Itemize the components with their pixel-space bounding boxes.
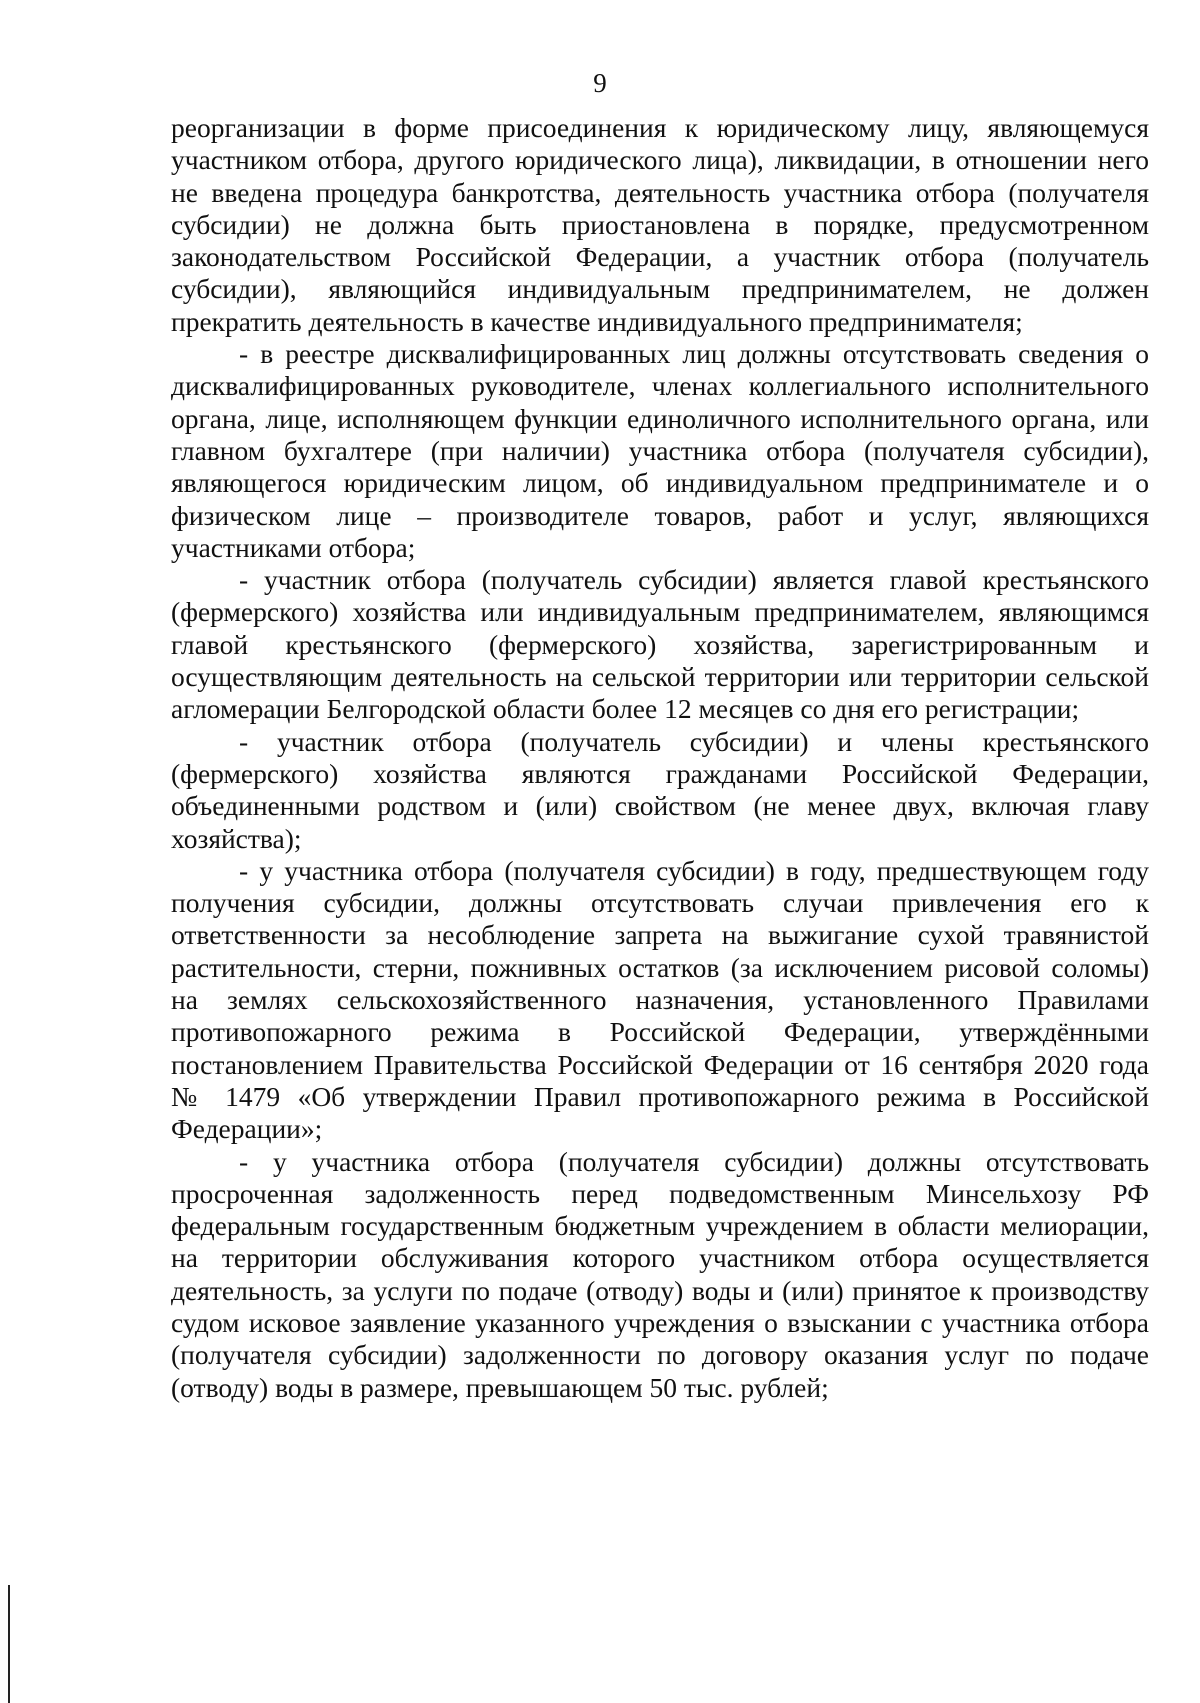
paragraph-disqualified-registry: - в реестре дисквалифицированных лиц должны отсутствовать сведения о дисквалифицированных руководителе, членах коллегиального исполнительного органа, лице, исполняющем функции единоличного исполнительного органа, или главном бухгалтере (при наличии) участника отбора (получателя субсидии), являющегося юридическим лицом, об индивидуальном предпринимателе и о физическом лице – производителе товаров, работ и услуг, являющихся участниками отбора;	[171, 338, 1149, 563]
document-body	[171, 112, 1149, 1404]
paragraph-melioration-debt: - у участника отбора (получателя субсидии) должны отсутствовать просроченная задолженность перед подведомственным Минсельхозу РФ федеральным государственным бюджетным учреждением в области мелиорации, на территории обслуживания которого участником отбора осуществляется деятельность, за услуги по подаче (отводу) воды и (или) принятое к производству судом исковое заявление указанного учреждения о взыскании с участника отбора (получателя субсидии) задолженности по договору оказания услуг по подаче (отводу) воды в размере, превышающем 50 тыс. рублей;	[171, 1145, 1149, 1403]
page-number: 9	[593, 68, 607, 98]
paragraph-continuation: реорганизации в форме присоединения к юридическому лицу, являющемуся участником отбора, другого юридического лица), ликвидации, в отношении него не введена процедура банкротства, деятельность участника отбора (получателя субсидии) не должна быть приостановлена в порядке, предусмотренном законодательством Российской Федерации, а участник отбора (получатель субсидии), являющийся индивидуальным предпринимателем, не должен прекратить деятельность в качестве индивидуального предпринимателя;	[171, 112, 1149, 337]
paragraph-fire-regime: - у участника отбора (получателя субсидии) в году, предшествующем году получения субсидии, должны отсутствовать случаи привлечения его к ответственности за несоблюдение запрета на выжигание сухой травянистой растительности, стерни, пожнивных остатков (за исключением рисовой соломы) на землях сельскохозяйственного назначения, установленного Правилами противопожарного режима в Российской Федерации, утверждёнными постановлением Правительства Российской Федерации от 16 сентября 2020 года № 1479 «Об утверждении Правил противопожарного режима в Российской Федерации»;	[171, 854, 1149, 1145]
scan-edge-line	[8, 1585, 10, 1703]
paragraph-farm-head: - участник отбора (получатель субсидии) является главой крестьянского (фермерского) хозяйства или индивидуальным предпринимателем, являющимся главой крестьянского (фермерского) хозяйства, зарегистрированным и осуществляющим деятельность на сельской территории или территории сельской агломерации Белгородской области более 12 месяцев со дня его регистрации;	[171, 564, 1149, 725]
paragraph-farm-members: - участник отбора (получатель субсидии) и члены крестьянского (фермерского) хозяйства являются гражданами Российской Федерации, объединенными родством и (или) свойством (не менее двух, включая главу хозяйства);	[171, 725, 1149, 854]
